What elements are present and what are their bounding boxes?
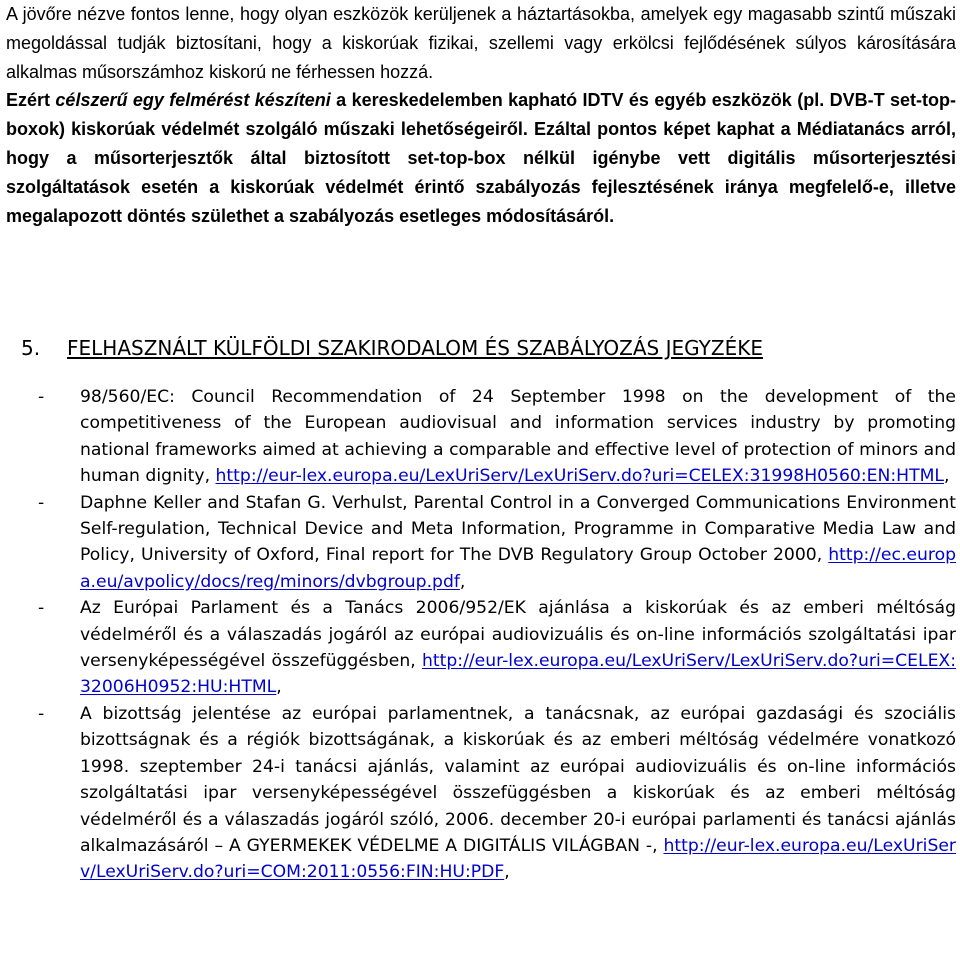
- reference-item: [0, 595, 956, 701]
- reference-list: [0, 384, 960, 886]
- list-dash: -: [38, 387, 45, 407]
- intro-p2-start: Ezért: [6, 90, 56, 110]
- reference-link[interactable]: http://eur-lex.europa.eu/LexUriServ/LexUriServ.do?uri=CELEX:31998H0560:EN:HTML: [215, 466, 944, 487]
- reference-tail: ,: [276, 677, 282, 698]
- section-number: 5.: [21, 336, 41, 360]
- intro-paragraph-1: A jövőre nézve fontos lenne, hogy olyan eszközök kerüljenek a háztartásokba, amelyek egy magasabb szintű műszaki megoldással tudják biztosítani, hogy a kiskorúak fizikai, szellemi vagy erkölcsi fejlődésének súlyos károsítására alkalmas műsorszámhoz kiskorú ne férhessen hozzá.: [6, 4, 956, 82]
- reference-text: 98/560/EC: Council Recommendation of 24 September 1998 on the development of the competitiveness of the European audiovisual and information services industry by promoting national frameworks aimed at achieving a comparable and effective level of protection of minors and human dignity,: [80, 387, 956, 487]
- section-heading: [21, 334, 951, 362]
- reference-text: Az Európai Parlament és a Tanács 2006/952/EK ajánlása a kiskorúak és az emberi méltóság védelméről és a válaszadás jogáról az európai audiovizuális és on-line információs szolgáltatási ipar versenyképességével összefüggésben,: [80, 598, 956, 672]
- reference-text: A bizottság jelentése az európai parlamentnek, a tanácsnak, az európai gazdasági és szociális bizottságnak és a régiók bizottságának, a kiskorúak és az emberi méltóság védelmére vonatkozó 1998. szeptember 24-i tanácsi ajánlás, valamint az európai audiovizuális és on-line információs szolgáltatási ipar versenyképességével összefüggésben a kiskorúak és az emberi méltóság védelméről és a válaszadás jogáról szóló, 2006. december 20-i európai parlamenti és tanácsi ajánlás alkalmazásáról – A GYERMEKEK VÉDELME A DIGITÁLIS VILÁGBAN -,: [80, 703, 956, 856]
- intro-p2-italic: célszerű egy felmérést készíteni: [55, 90, 331, 110]
- list-dash: -: [38, 703, 45, 724]
- list-dash: -: [38, 492, 45, 513]
- section-title: FELHASZNÁLT KÜLFÖLDI SZAKIRODALOM ÉS SZABÁLYOZÁS JEGYZÉKE: [67, 336, 763, 360]
- list-dash: -: [38, 598, 45, 619]
- reference-text: Daphne Keller and Stafan G. Verhulst, Parental Control in a Converged Communications Environment Self-regulation, Technical Device and Meta Information, Programme in Comparative Media Law and Policy, University of Oxford, Final report for The DVB Regulatory Group October 2000,: [80, 492, 956, 566]
- intro-p2-rest: a kereskedelemben kapható IDTV és egyéb eszközök (pl. DVB-T set-top-boxok) kiskorúak védelmét szolgáló műszaki lehetőségeiről. Ezáltal pontos képet kaphat a Médiatanács arról, hogy a műsorterjesztők által biztosított set-top-box nélkül igénybe vett digitális műsorterjesztési szolgáltatások esetén a kiskorúak védelmét érintő szabályozás fejlesztésének iránya megfelelő-e, illetve megalapozott döntés születhet a szabályozás esetleges módosításáról.: [6, 90, 956, 226]
- reference-tail: ,: [944, 466, 950, 487]
- reference-link[interactable]: http://eur-lex.europa.eu/LexUriServ/LexUriServ.do?uri=COM:2011:0556:FIN:HU:PDF: [80, 835, 956, 883]
- reference-tail: ,: [459, 571, 466, 592]
- intro-paragraph-2: [6, 86, 956, 231]
- reference-tail: ,: [504, 862, 510, 883]
- reference-link[interactable]: http://ec.europa.eu/avpolicy/docs/reg/minors/dvbgroup.pdf: [80, 545, 956, 592]
- reference-item: [0, 701, 956, 886]
- reference-item: [0, 384, 956, 490]
- reference-item: [0, 490, 956, 596]
- reference-link[interactable]: http://eur-lex.europa.eu/LexUriServ/LexUriServ.do?uri=CELEX:32006H0952:HU:HTML: [80, 651, 956, 698]
